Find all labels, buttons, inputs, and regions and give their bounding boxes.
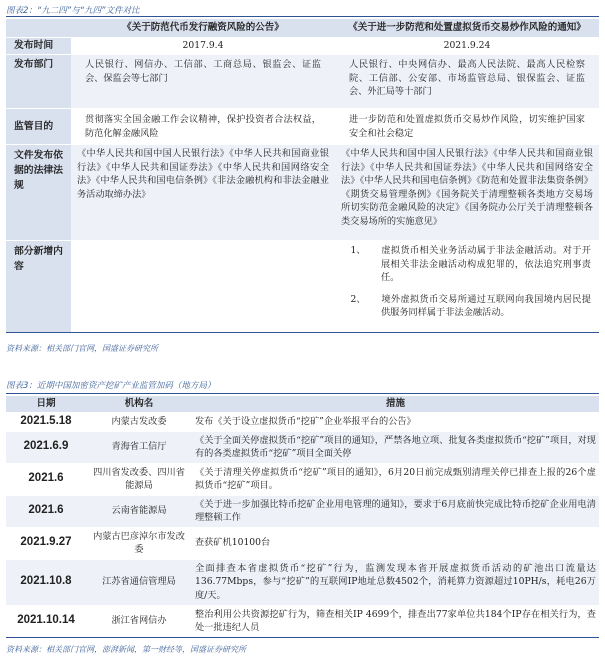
header-blank (6, 19, 71, 38)
table-header-row (6, 19, 599, 38)
row-agency: 内蒙古巴彦淖尔市发改委 (86, 527, 192, 559)
cell-2021: 人民银行、中央网信办、最高人民法院、最高人民检察院、工信部、公安部、市场监管总局、银保监会、证监会、外汇局等十部门 (335, 55, 599, 109)
row-agency: 四川省发改委、四川省能源局 (86, 463, 192, 495)
cell-2021: 《中华人民共和国中国人民银行法》《中华人民共和国商业银行法》《中华人民共和国证券法》《中华人民共和国网络安全法》《中华人民共和国电信条例》《防范和处置非法集资条例》《期货交易管理条例》《国务院关于清理整顿各类地方交易场所切实防范金融风险的决定》《国务院办公厅关于清理整顿各类交易场所的实施意见》 (335, 145, 599, 241)
figure3-source: 资料来源：相关部门官网，澎湃新闻，第一财经等，国盛证券研究所 (6, 645, 246, 654)
table-row (6, 495, 599, 527)
cell-2017: 人民银行、网信办、工信部、工商总局、银监会、证监会、保监会等七部门 (71, 55, 335, 109)
row-label: 发布时间 (6, 38, 71, 55)
row-label: 文件发布依据的法律法规 (6, 145, 71, 241)
header-measure: 措施 (192, 396, 599, 412)
cell-2021: 2021.9.24 (335, 38, 599, 55)
figure3-caption: 图表3：近期中国加密资产挖矿产业监管加码（地方局） (6, 381, 216, 391)
cell-2017: 贯彻落实全国金融工作会议精神，保护投资者合法权益，防范化解金融风险 (71, 109, 335, 145)
new-item (335, 293, 591, 320)
table-row (6, 145, 599, 241)
cell-2017: 2017.9.4 (71, 38, 335, 55)
figure2-caption: 图表2：“九二四”与“九四”文件对比 (6, 6, 140, 16)
table-header-row (6, 396, 599, 412)
item-text: 境外虚拟货币交易所通过互联网向我国境内居民提供服务同样属于非法金融活动。 (381, 293, 591, 318)
row-agency: 江苏省通信管理局 (86, 559, 192, 605)
header-2021-notice: 《关于进一步防范和处置虚拟货币交易炒作风险的通知》 (335, 19, 599, 38)
row-agency: 青海省工信厅 (86, 431, 192, 463)
table-row (6, 38, 599, 55)
header-2017-notice: 《关于防范代币发行融资风险的公告》 (71, 19, 335, 38)
figure2-source: 资料来源：相关部门官网，国盛证券研究所 (6, 344, 158, 353)
table-row (6, 412, 599, 431)
row-agency: 内蒙古发改委 (86, 412, 192, 431)
row-date: 2021.5.18 (6, 412, 86, 431)
row-date: 2021.10.14 (6, 605, 86, 637)
row-measure: 整治利用公共资源挖矿行为，筛查相关IP 4699个，排查出77家单位共184个IP存在相关行为，查处一批违纪人员 (192, 605, 599, 637)
table-row (6, 241, 599, 333)
cell-2017 (71, 241, 335, 333)
row-measure: 全面排查本省虚拟货币“挖矿”行为，监测发现本省开展虚拟货币活动的矿池出口流量达136.77Mbps，参与“挖矿”的互联网IP地址总数4502个，消耗算力资源超过10PH/s，耗电26万度/天。 (192, 559, 599, 605)
figure2-top-rule (6, 16, 599, 17)
new-item (335, 244, 591, 285)
table-row (6, 109, 599, 145)
table-row (6, 55, 599, 109)
table-row (6, 559, 599, 605)
row-label: 监管目的 (6, 109, 71, 145)
row-label: 部分新增内容 (6, 241, 71, 333)
row-measure: 查获矿机10100台 (192, 527, 599, 559)
table-row (6, 605, 599, 637)
row-date: 2021.6.9 (6, 431, 86, 463)
table-row (6, 463, 599, 495)
header-agency: 机构名 (86, 396, 192, 412)
item-text: 虚拟货币相关业务活动属于非法金融活动。对于开展相关非法金融活动构成犯罪的，依法追究刑事责任。 (381, 245, 591, 283)
row-date: 2021.9.27 (6, 527, 86, 559)
item-number: 1、 (350, 245, 366, 256)
row-date: 2021.6 (6, 463, 86, 495)
row-agency: 云南省能源局 (86, 495, 192, 527)
table-row (6, 527, 599, 559)
figure3-top-rule (6, 393, 599, 394)
policy-comparison-table (6, 19, 599, 333)
cell-2021: 进一步防范和处置虚拟货币交易炒作风险，切实维护国家安全和社会稳定 (335, 109, 599, 145)
mining-regulation-table (6, 396, 599, 638)
row-label: 发布部门 (6, 55, 71, 109)
header-date: 日期 (6, 396, 86, 412)
row-measure: 《关于清理关停虚拟货币“挖矿”项目的通知》，6月20日前完成甄别清理关停已排查上报的26个虚拟货币“挖矿”项目。 (192, 463, 599, 495)
cell-2017: 《中华人民共和国中国人民银行法》《中华人民共和国商业银行法》《中华人民共和国证券法》《中华人民共和国网络安全法》《中华人民共和国电信条例》《非法金融机构和非法金融业务活动取缔办法》 (71, 145, 335, 241)
new-items-cell (335, 241, 599, 333)
row-agency: 浙江省网信办 (86, 605, 192, 637)
row-measure: 《关于进一步加强比特币挖矿企业用电管理的通知》，要求于6月底前快完成比特币挖矿企业用电清理整顿工作 (192, 495, 599, 527)
row-measure: 发布《关于设立虚拟货币“挖矿”企业举报平台的公告》 (192, 412, 599, 431)
row-date: 2021.10.8 (6, 559, 86, 605)
item-number: 2、 (350, 293, 366, 305)
row-date: 2021.6 (6, 495, 86, 527)
row-measure: 《关于全面关停虚拟货币“挖矿”项目的通知》，严禁各地立项、批复各类虚拟货币“挖矿”项目，对现有的各类虚拟货币“挖矿”项目全面关停 (192, 431, 599, 463)
table-row (6, 431, 599, 463)
